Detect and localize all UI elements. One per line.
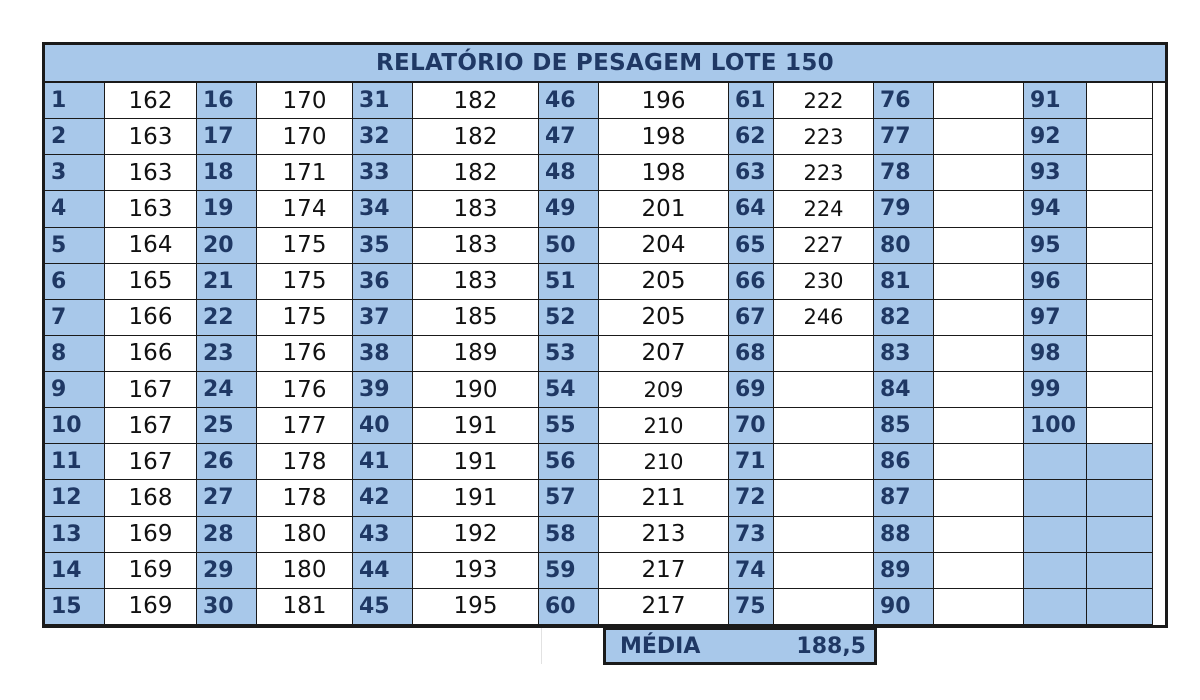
item-number: 2	[45, 119, 105, 155]
item-number: 86	[874, 444, 934, 480]
item-number: 71	[729, 444, 774, 480]
weight-value: 183	[413, 191, 539, 227]
weight-value: 196	[599, 83, 729, 119]
weight-value: 176	[257, 336, 353, 372]
item-number: 44	[353, 553, 413, 589]
weight-value: 230	[774, 264, 874, 300]
weight-value: 167	[105, 408, 197, 444]
item-number: 64	[729, 191, 774, 227]
weight-value: 223	[774, 119, 874, 155]
item-number: 12	[45, 480, 105, 516]
weight-value: 175	[257, 264, 353, 300]
weight-value: 162	[105, 83, 197, 119]
item-number: 83	[874, 336, 934, 372]
item-number: 78	[874, 155, 934, 191]
item-number: 11	[45, 444, 105, 480]
item-number: 65	[729, 228, 774, 264]
weight-value	[774, 372, 874, 408]
weight-value	[1087, 408, 1153, 444]
weight-value	[1087, 119, 1153, 155]
item-number: 42	[353, 480, 413, 516]
item-number: 17	[197, 119, 257, 155]
item-number: 45	[353, 589, 413, 625]
weight-value: 164	[105, 228, 197, 264]
weight-value: 213	[599, 517, 729, 553]
weight-value: 211	[599, 480, 729, 516]
item-number: 67	[729, 300, 774, 336]
weight-value: 180	[257, 553, 353, 589]
weight-value: 180	[257, 517, 353, 553]
item-number: 70	[729, 408, 774, 444]
item-number: 100	[1024, 408, 1087, 444]
weight-value	[774, 553, 874, 589]
weight-value: 183	[413, 264, 539, 300]
item-number: 61	[729, 83, 774, 119]
item-number: 21	[197, 264, 257, 300]
item-number: 16	[197, 83, 257, 119]
weight-value: 167	[105, 372, 197, 408]
faint-divider	[541, 628, 542, 664]
item-number: 27	[197, 480, 257, 516]
weight-value	[1087, 264, 1153, 300]
weights-grid	[45, 83, 1165, 625]
item-number: 22	[197, 300, 257, 336]
weight-value: 178	[257, 444, 353, 480]
item-number: 55	[539, 408, 599, 444]
item-number: 79	[874, 191, 934, 227]
item-number: 92	[1024, 119, 1087, 155]
weight-value: 207	[599, 336, 729, 372]
report-title: RELATÓRIO DE PESAGEM LOTE 150	[45, 45, 1165, 83]
weight-value: 222	[774, 83, 874, 119]
weight-value: 178	[257, 480, 353, 516]
weight-value: 169	[105, 517, 197, 553]
item-number: 60	[539, 589, 599, 625]
item-number: 47	[539, 119, 599, 155]
weight-value	[1087, 589, 1153, 625]
weight-value: 182	[413, 155, 539, 191]
weight-value	[774, 517, 874, 553]
weight-value: 210	[599, 408, 729, 444]
weight-value: 198	[599, 155, 729, 191]
item-number: 30	[197, 589, 257, 625]
item-number: 63	[729, 155, 774, 191]
weight-value: 182	[413, 119, 539, 155]
weight-value: 170	[257, 83, 353, 119]
item-number: 9	[45, 372, 105, 408]
weight-value: 204	[599, 228, 729, 264]
weight-value: 217	[599, 589, 729, 625]
weight-value: 227	[774, 228, 874, 264]
weight-value: 177	[257, 408, 353, 444]
item-number: 56	[539, 444, 599, 480]
item-number: 46	[539, 83, 599, 119]
item-number: 19	[197, 191, 257, 227]
weight-value: 165	[105, 264, 197, 300]
item-number: 84	[874, 372, 934, 408]
item-number: 54	[539, 372, 599, 408]
item-number: 97	[1024, 300, 1087, 336]
weight-value	[934, 517, 1024, 553]
weight-value: 190	[413, 372, 539, 408]
weight-value	[934, 553, 1024, 589]
weight-value	[934, 155, 1024, 191]
item-number: 51	[539, 264, 599, 300]
weight-value: 192	[413, 517, 539, 553]
weight-value	[1087, 517, 1153, 553]
weight-value: 209	[599, 372, 729, 408]
weight-value	[934, 191, 1024, 227]
item-number: 74	[729, 553, 774, 589]
weight-value: 217	[599, 553, 729, 589]
weight-value: 210	[599, 444, 729, 480]
item-number: 39	[353, 372, 413, 408]
weight-value: 195	[413, 589, 539, 625]
weight-value: 191	[413, 444, 539, 480]
average-label: MÉDIA	[620, 633, 701, 659]
weight-value: 224	[774, 191, 874, 227]
item-number: 13	[45, 517, 105, 553]
item-number: 41	[353, 444, 413, 480]
item-number: 76	[874, 83, 934, 119]
item-number: 40	[353, 408, 413, 444]
weight-value: 175	[257, 228, 353, 264]
item-number: 26	[197, 444, 257, 480]
weight-value	[774, 408, 874, 444]
weight-value	[934, 444, 1024, 480]
weight-value: 163	[105, 119, 197, 155]
item-number: 5	[45, 228, 105, 264]
weight-value: 167	[105, 444, 197, 480]
weight-value: 189	[413, 336, 539, 372]
weight-value: 198	[599, 119, 729, 155]
item-number: 28	[197, 517, 257, 553]
item-number: 81	[874, 264, 934, 300]
weight-value	[934, 83, 1024, 119]
item-number: 52	[539, 300, 599, 336]
item-number: 50	[539, 228, 599, 264]
item-number: 32	[353, 119, 413, 155]
item-number: 43	[353, 517, 413, 553]
weighing-report-table	[42, 42, 1168, 628]
item-number: 7	[45, 300, 105, 336]
weight-value: 191	[413, 480, 539, 516]
weight-value: 169	[105, 553, 197, 589]
weight-value: 170	[257, 119, 353, 155]
item-number: 66	[729, 264, 774, 300]
weight-value	[1087, 191, 1153, 227]
weight-value: 182	[413, 83, 539, 119]
weight-value: 175	[257, 300, 353, 336]
weight-value	[1087, 444, 1153, 480]
weight-value	[934, 336, 1024, 372]
item-number: 24	[197, 372, 257, 408]
weight-value	[774, 336, 874, 372]
item-number: 29	[197, 553, 257, 589]
weight-value	[934, 372, 1024, 408]
weight-value: 205	[599, 300, 729, 336]
weight-value: 193	[413, 553, 539, 589]
weight-value	[1087, 553, 1153, 589]
item-number: 89	[874, 553, 934, 589]
weight-value	[934, 228, 1024, 264]
item-number: 96	[1024, 264, 1087, 300]
item-number: 37	[353, 300, 413, 336]
item-number: 95	[1024, 228, 1087, 264]
item-number: 10	[45, 408, 105, 444]
item-number: 94	[1024, 191, 1087, 227]
item-number: 62	[729, 119, 774, 155]
weight-value: 181	[257, 589, 353, 625]
item-number: 91	[1024, 83, 1087, 119]
item-number: 15	[45, 589, 105, 625]
item-number: 3	[45, 155, 105, 191]
item-number: 88	[874, 517, 934, 553]
item-number: 49	[539, 191, 599, 227]
weight-value	[1087, 372, 1153, 408]
item-number: 87	[874, 480, 934, 516]
item-number	[1024, 444, 1087, 480]
weight-value	[934, 480, 1024, 516]
weight-value	[1087, 480, 1153, 516]
item-number: 1	[45, 83, 105, 119]
weight-value: 169	[105, 589, 197, 625]
item-number: 53	[539, 336, 599, 372]
item-number: 18	[197, 155, 257, 191]
item-number: 80	[874, 228, 934, 264]
item-number: 93	[1024, 155, 1087, 191]
weight-value	[774, 589, 874, 625]
weight-value: 191	[413, 408, 539, 444]
item-number: 48	[539, 155, 599, 191]
item-number: 82	[874, 300, 934, 336]
average-value: 188,5	[796, 633, 866, 659]
item-number: 34	[353, 191, 413, 227]
weight-value	[934, 589, 1024, 625]
weight-value: 171	[257, 155, 353, 191]
weight-value: 176	[257, 372, 353, 408]
weight-value: 174	[257, 191, 353, 227]
item-number: 59	[539, 553, 599, 589]
weight-value: 246	[774, 300, 874, 336]
item-number: 36	[353, 264, 413, 300]
item-number: 8	[45, 336, 105, 372]
item-number	[1024, 517, 1087, 553]
item-number: 20	[197, 228, 257, 264]
item-number: 58	[539, 517, 599, 553]
item-number: 33	[353, 155, 413, 191]
item-number: 75	[729, 589, 774, 625]
weight-value: 185	[413, 300, 539, 336]
item-number: 98	[1024, 336, 1087, 372]
weight-value	[1087, 155, 1153, 191]
weight-value: 205	[599, 264, 729, 300]
weight-value	[1087, 300, 1153, 336]
item-number: 85	[874, 408, 934, 444]
item-number: 4	[45, 191, 105, 227]
item-number: 38	[353, 336, 413, 372]
weight-value: 166	[105, 300, 197, 336]
item-number: 69	[729, 372, 774, 408]
weight-value	[774, 444, 874, 480]
item-number	[1024, 589, 1087, 625]
item-number: 68	[729, 336, 774, 372]
item-number	[1024, 480, 1087, 516]
weight-value	[774, 480, 874, 516]
item-number: 99	[1024, 372, 1087, 408]
weight-value: 163	[105, 155, 197, 191]
item-number: 77	[874, 119, 934, 155]
weight-value: 201	[599, 191, 729, 227]
weight-value	[1087, 228, 1153, 264]
weight-value	[934, 119, 1024, 155]
weight-value: 223	[774, 155, 874, 191]
weight-value: 163	[105, 191, 197, 227]
weight-value	[1087, 83, 1153, 119]
item-number: 31	[353, 83, 413, 119]
item-number: 25	[197, 408, 257, 444]
item-number	[1024, 553, 1087, 589]
item-number: 72	[729, 480, 774, 516]
weight-value	[934, 264, 1024, 300]
item-number: 14	[45, 553, 105, 589]
weight-value: 168	[105, 480, 197, 516]
average-box	[603, 627, 877, 665]
item-number: 90	[874, 589, 934, 625]
item-number: 6	[45, 264, 105, 300]
item-number: 57	[539, 480, 599, 516]
weight-value: 166	[105, 336, 197, 372]
item-number: 23	[197, 336, 257, 372]
item-number: 35	[353, 228, 413, 264]
weight-value	[934, 408, 1024, 444]
weight-value	[1087, 336, 1153, 372]
weight-value: 183	[413, 228, 539, 264]
weight-value	[934, 300, 1024, 336]
item-number: 73	[729, 517, 774, 553]
